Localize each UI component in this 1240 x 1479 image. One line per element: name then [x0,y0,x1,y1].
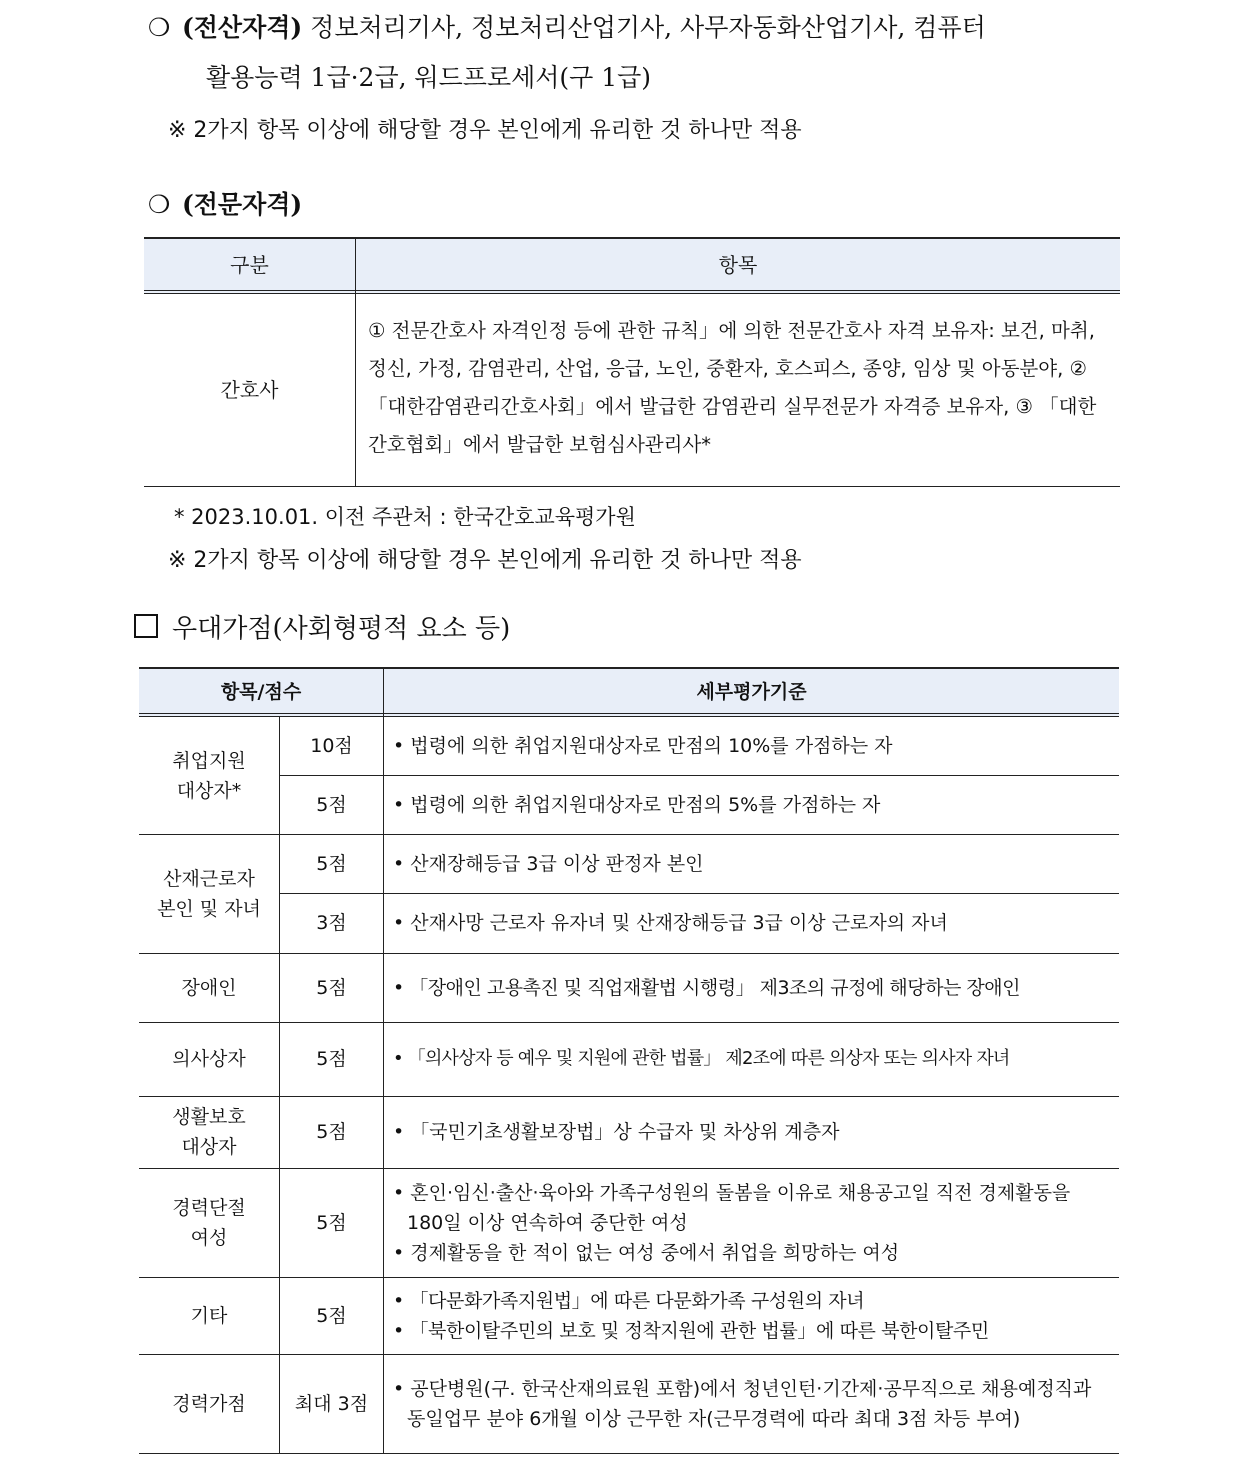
item-career-points: 경력가점 [172,1392,246,1415]
computing-qualifications-line1 [148,8,986,44]
table-header-row [144,237,1120,294]
score-cell: 5점 [316,1304,347,1327]
criteria-cell [393,1168,1109,1277]
score-cell: 5점 [316,852,347,875]
score-cell: 5점 [316,1048,347,1070]
item-righteous-victims: 의사상자 [172,1048,246,1070]
item-other: 기타 [190,1304,228,1327]
header-criteria: 세부평가기준 [696,681,807,703]
item-employment-support [139,717,279,834]
score-cell: 3점 [316,912,347,934]
criteria-text: • 경제활동을 한 적이 없는 여성 중에서 취업을 희망하는 여성 [393,1241,900,1264]
table-bottom-border [139,1453,1119,1454]
item-label-line1: 취업지원 [172,749,246,772]
column-divider [383,667,384,1453]
hollow-circle-icon: ❍ [148,190,171,219]
criteria-text: • 「북한이탈주민의 보호 및 정착지원에 관한 법률」에 따른 북한이탈주민 [393,1319,989,1342]
item-career-break-women [139,1168,279,1277]
criteria-cell [393,893,1109,953]
professional-heading-line [148,185,302,221]
item-livelihood-protection [139,1096,279,1168]
item-label-line2: 여성 [190,1226,228,1249]
computing-heading: (전산자격) [181,13,303,42]
column-divider [279,717,280,1453]
item-industrial-accident [139,834,279,953]
criteria-text: • 법령에 의한 취업지원대상자로 만점의 5%를 가점하는 자 [393,793,881,816]
bonus-heading-line [134,608,510,645]
criteria-text: • 「국민기초생활보장법」상 수급자 및 차상위 계층자 [393,1121,840,1143]
hollow-circle-icon: ❍ [148,13,171,42]
computing-note: ※ 2가지 항목 이상에 해당할 경우 본인에게 유리한 것 하나만 적용 [168,118,802,143]
criteria-text: • 산재사망 근로자 유자녀 및 산재장해등급 3급 이상 근로자의 자녀 [393,912,948,934]
criteria-cell [393,717,1109,775]
criteria-cell [393,953,1109,1022]
professional-footnote: * 2023.10.01. 이전 주관처 : 한국간호교육평가원 [174,505,636,529]
criteria-cell [393,775,1109,834]
item-label-line2: 대상자* [176,779,242,802]
score-cell: 5점 [316,1121,347,1143]
item-label-line1: 경력단절 [172,1196,246,1219]
item-label-line1: 산재근로자 [163,867,255,890]
table-header-row [139,667,1119,717]
item-label-line2: 대상자 [181,1136,237,1158]
header-item-score: 항목/점수 [220,681,302,703]
header-category: 구분 [230,253,269,277]
item-label-line2: 본인 및 자녀 [157,897,261,920]
item-disabled: 장애인 [181,976,237,999]
score-cell: 10점 [310,735,353,757]
criteria-cell [393,834,1109,893]
criteria-text: • 「의사상자 등 예우 및 지원에 관한 법률」 제2조에 따른 의상자 또는 의사자 자녀 [393,1048,1010,1069]
criteria-text: • 「장애인 고용촉진 및 직업재활법 시행령」 제3조의 규정에 해당하는 장애인 [393,976,1020,999]
score-cell: 5점 [316,793,347,816]
criteria-text: • 공단병원(구. 한국산재의료원 포함)에서 청년인턴·기간제·공무직으로 채용예정직과 동일업무 분야 6개월 이상 근무한 자(근무경력에 따라 최대 3점 차등 부여) [393,1377,1092,1430]
bonus-table [139,667,1119,1454]
criteria-cell [393,1277,1109,1354]
item-label-line1: 생활보호 [172,1106,246,1128]
row-category: 간호사 [220,378,279,402]
square-bullet-icon [134,614,158,638]
criteria-cell [393,1022,1109,1096]
score-cell: 5점 [316,1211,347,1234]
score-cell: 5점 [316,976,347,999]
professional-heading: (전문자격) [181,190,303,219]
criteria-cell [393,1354,1109,1453]
computing-items: 정보처리기사, 정보처리산업기사, 사무자동화산업기사, 컴퓨터 [310,13,986,42]
criteria-text: • 산재장해등급 3급 이상 판정자 본인 [393,852,704,875]
criteria-text: • 혼인·임신·출산·육아와 가족구성원의 돌봄을 이유로 채용공고일 직전 경제활동을 180일 이상 연속하여 중단한 여성 [393,1181,1071,1234]
header-item: 항목 [718,253,758,277]
criteria-text: • 법령에 의한 취업지원대상자로 만점의 10%를 가점하는 자 [393,735,893,757]
score-cell: 최대 3점 [294,1392,369,1415]
criteria-text: • 「다문화가족지원법」에 따른 다문화가족 구성원의 자녀 [393,1289,865,1312]
row-description: ① 전문간호사 자격인정 등에 관한 규칙」에 의한 전문간호사 자격 보유자: 보건, 마취, 정신, 가정, 감염관리, 산업, 응급, 노인, 중환자, 호스피스, 종양, 임상 및 아동분야, ② 「대한감염관리간호사회」에서 발급한 감염관리 실무전문가 자격증 보유자, ③ 「대한간호협회」에서 발급한 보험심사관리사* [368,319,1097,456]
criteria-cell [393,1096,1109,1168]
professional-note: ※ 2가지 항목 이상에 해당할 경우 본인에게 유리한 것 하나만 적용 [168,548,802,573]
bonus-heading: 우대가점(사회형평적 요소 등) [172,614,511,644]
computing-items-line2: 활용능력 1급·2급, 워드프로세서(구 1급) [206,63,652,92]
table-row [144,294,1120,487]
